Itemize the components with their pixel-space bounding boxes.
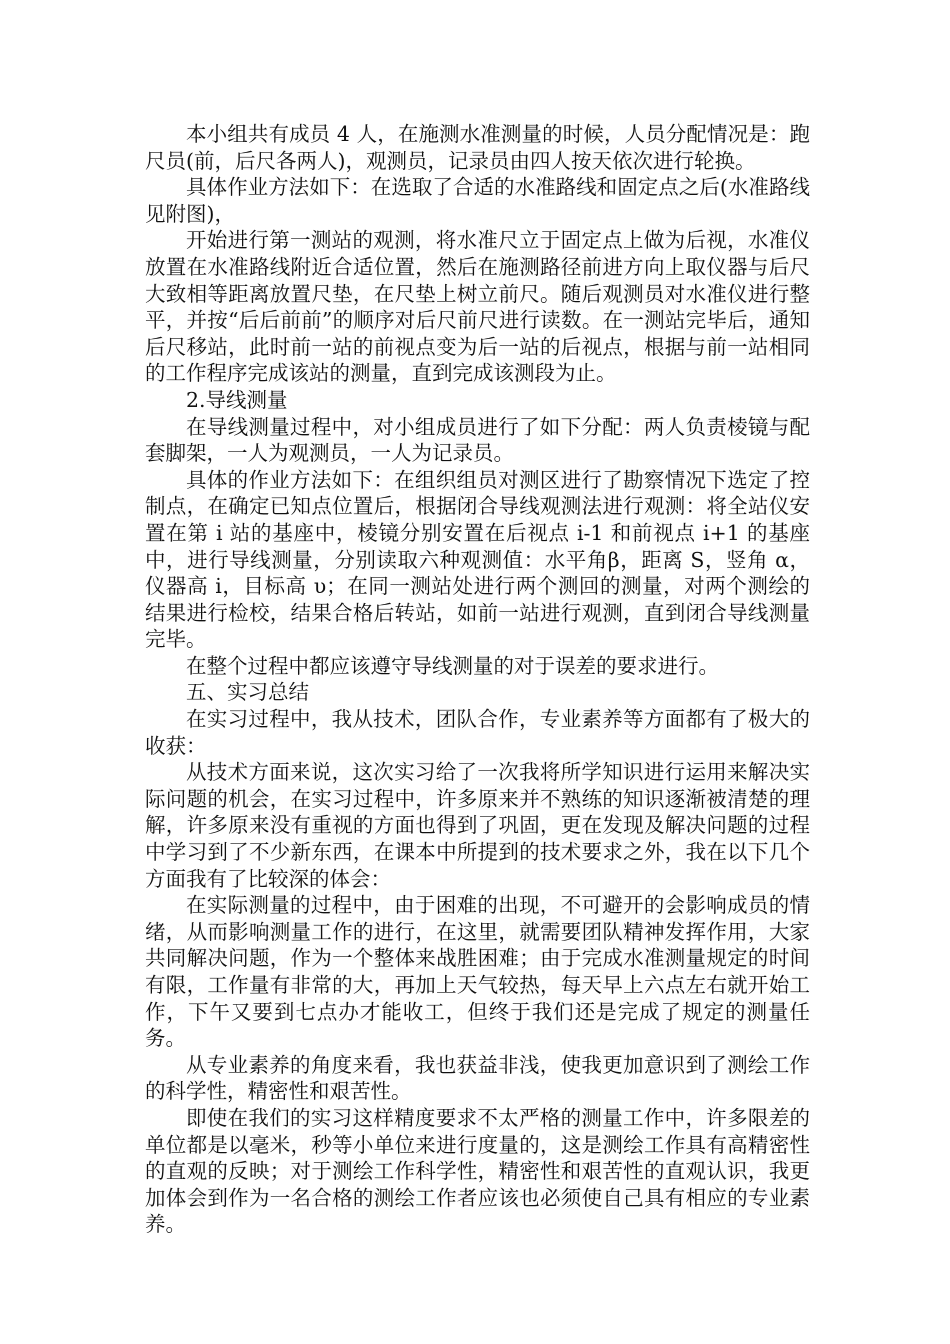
paragraph-method-intro: 具体作业方法如下：在选取了合适的水准路线和固定点之后(水准路线见附图)，: [145, 175, 810, 226]
section-heading-traverse: 2.导线测量: [186, 387, 288, 412]
paragraph-teamwork: 在实际测量的过程中，由于困难的出现，不可避开的会影响成员的情绪，从而影响测量工作的进行，在这里，就需要团队精神发挥作用，大家共同解决问题，作为一个整体来战胜困难；由于完成水准测量规定的时间有限，工作量有非常的大，再加上天气较热，每天早上六点左右就开始工作，下午又要到七点办才能收工，但终于我们还是完成了规定的测量任务。: [145, 893, 810, 1051]
paragraph-summary-intro: 在实习过程中，我从技术，团队合作，专业素养等方面都有了极大的收获：: [145, 707, 810, 758]
paragraph-leveling-procedure: 开始进行第一测站的观测，将水准尺立于固定点上做为后视，水准仪放置在水准路线附近合适位置，然后在施测路径前进方向上取仪器与后尺大致相等距离放置尺垫，在尺垫上树立前尺。随后观测员对水准仪进行整平，并按“后后前前”的顺序对后尺前尺进行读数。在一测站完毕后，通知后尺移站，此时前一站的前视点变为后一站的后视点，根据与前一站相同的工作程序完成该站的测量，直到完成该测段为止。: [145, 228, 810, 386]
paragraph-precision: 即使在我们的实习这样精度要求不太严格的测量工作中，许多限差的单位都是以毫米，秒等小单位来进行度量的，这是测绘工作具有高精密性的直观的反映；对于测绘工作科学性，精密性和艰苦性的直观认识，我更加体会到作为一名合格的测绘工作者应该也必须使自己具有相应的专业素养。: [145, 1105, 810, 1237]
paragraph-technical-gains: 从技术方面来说，这次实习给了一次我将所学知识进行运用来解决实际问题的机会，在实习过程中，许多原来并不熟练的知识逐渐被清楚的理解，许多原来没有重视的方面也得到了巩固，更在发现及解决问题的过程中学习到了不少新东西，在课本中所提到的技术要求之外，我在以下几个方面我有了比较深的体会：: [145, 760, 810, 891]
paragraph-error-requirement: 在整个过程中都应该遵守导线测量的对于误差的要求进行。: [186, 653, 719, 678]
section-heading-summary: 五、实习总结: [186, 680, 309, 705]
paragraph-traverse-method: 具体的作业方法如下：在组织组员对测区进行了勘察情况下选定了控制点，在确定已知点位置后，根据闭合导线观测法进行观测：将全站仪安置在第 i 站的基座中，棱镜分别安置在后视点 i-1 和前视点 i+1 的基座中，进行导线测量，分别读取六种观测值：水平角β，距离 S，竖角 α，仪器高 i，目标高 υ；在同一测站处进行两个测回的测量，对两个测绘的结果进行检校，结果合格后转站，如前一站进行观测，直到闭合导线测量完毕。: [145, 467, 810, 652]
paragraph-professionalism: 从专业素养的角度来看，我也获益非浅，使我更加意识到了测绘工作的科学性，精密性和艰苦性。: [145, 1052, 810, 1104]
paragraph-traverse-assignment: 在导线测量过程中，对小组成员进行了如下分配：两人负责棱镜与配套脚架，一人为观测员，一人为记录员。: [145, 414, 810, 466]
paragraph-personnel: 本小组共有成员 4 人，在施测水准测量的时候，人员分配情况是：跑尺员(前，后尺各两人)，观测员，记录员由四人按天依次进行轮换。: [145, 122, 810, 173]
document-body: [145, 121, 810, 1238]
